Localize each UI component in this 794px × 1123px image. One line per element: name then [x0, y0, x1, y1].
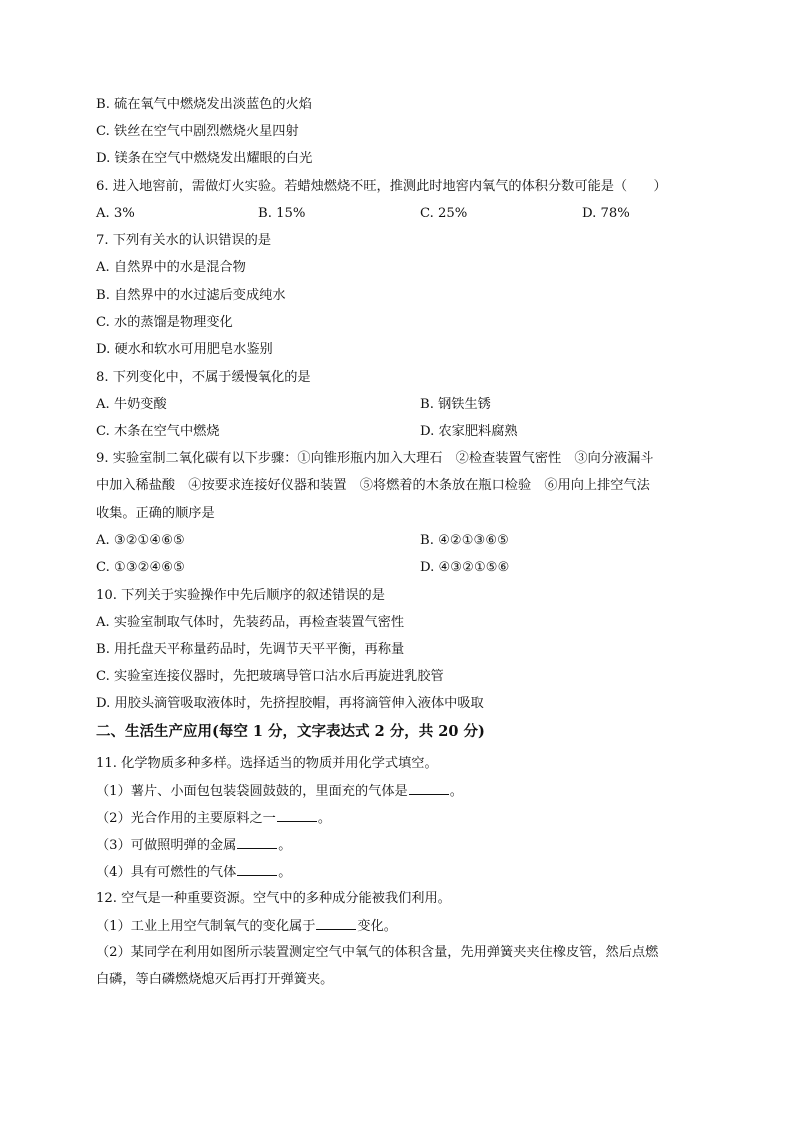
- q8-option-d: D. 农家肥料腐熟: [420, 424, 518, 439]
- q8-stem: 8. 下列变化中，不属于缓慢氧化的是: [96, 370, 311, 385]
- q6-option-b: B. 15%: [258, 206, 306, 221]
- q7-stem: 7. 下列有关水的认识错误的是: [96, 233, 272, 248]
- q10-option-a: A. 实验室制取气体时，先装药品，再检查装置气密性: [96, 615, 405, 630]
- q10-option-d: D. 用胶头滴管吸取液体时，先挤捏胶帽，再将滴管伸入液体中吸取: [96, 696, 484, 711]
- q11-sub1-text: （1）薯片、小面包包装袋圆鼓鼓的，里面充的气体是: [96, 784, 408, 799]
- q6-option-d: D. 78%: [582, 206, 630, 221]
- q10-option-c: C. 实验室连接仪器时，先把玻璃导管口沾水后再旋进乳胶管: [96, 669, 444, 684]
- q11-sub3-text: （3）可做照明弹的金属: [96, 838, 237, 853]
- q11-sub3-end: 。: [278, 838, 292, 853]
- q12-sub2-line1: （2）某同学在利用如图所示装置测定空气中氧气的体积含量，先用弹簧夹夹住橡皮管，然后点燃: [96, 945, 659, 960]
- q11-sub2-text: （2）光合作用的主要原料之一: [96, 811, 276, 826]
- q11-sub1: [96, 782, 463, 801]
- q9-stem-line1: 9. 实验室制二氧化碳有以下步骤：①向锥形瓶内加入大理石 ②检查装置气密性 ③向分液漏斗: [96, 451, 654, 466]
- answer-blank[interactable]: [277, 809, 317, 822]
- q8-option-b: B. 钢铁生锈: [420, 397, 491, 412]
- q10-stem: 10. 下列关于实验操作中先后顺序的叙述错误的是: [96, 588, 385, 603]
- q6-option-a: A. 3%: [96, 206, 135, 221]
- answer-blank[interactable]: [237, 863, 277, 876]
- q11-sub4-end: 。: [278, 865, 292, 880]
- q11-stem: 11. 化学物质多种多样。选择适当的物质并用化学式填空。: [96, 756, 438, 771]
- q11-sub3: [96, 836, 291, 855]
- section-heading: 二、生活生产应用(每空 1 分，文字表达式 2 分，共 20 分): [96, 723, 485, 740]
- q9-stem-line3: 收集。正确的顺序是: [96, 506, 215, 521]
- q5-option-c: C. 铁丝在空气中剧烈燃烧火星四射: [96, 124, 299, 139]
- q12-sub2-line2: 白磷，等白磷燃烧熄灭后再打开弹簧夹。: [96, 972, 334, 987]
- q9-stem-line2: 中加入稀盐酸 ④按要求连接好仪器和装置 ⑤将燃着的木条放在瓶口检验 ⑥用向上排空气法: [96, 478, 650, 493]
- q9-option-b: B. ④②①③⑥⑤: [420, 533, 510, 548]
- q8-option-a: A. 牛奶变酸: [96, 397, 167, 412]
- q6-stem: 6. 进入地窖前，需做灯火实验。若蜡烛燃烧不旺，推测此时地窖内氧气的体积分数可能是（ ）: [96, 179, 667, 194]
- q7-option-d: D. 硬水和软水可用肥皂水鉴别: [96, 342, 273, 357]
- q7-option-a: A. 自然界中的水是混合物: [96, 260, 246, 275]
- q11-sub4: [96, 863, 291, 882]
- q5-option-b: B. 硫在氧气中燃烧发出淡蓝色的火焰: [96, 97, 312, 112]
- q12-stem: 12. 空气是一种重要资源。空气中的多种成分能被我们利用。: [96, 891, 451, 906]
- q6-option-c: C. 25%: [420, 206, 468, 221]
- answer-blank[interactable]: [237, 836, 277, 849]
- answer-blank[interactable]: [409, 782, 449, 795]
- q7-option-b: B. 自然界中的水过滤后变成纯水: [96, 288, 286, 303]
- q11-sub4-text: （4）具有可燃性的气体: [96, 865, 237, 880]
- q11-sub1-end: 。: [449, 784, 463, 799]
- q9-option-a: A. ③②①④⑥⑤: [96, 533, 185, 548]
- q8-option-c: C. 木条在空气中燃烧: [96, 424, 220, 439]
- q11-sub2-end: 。: [317, 811, 332, 826]
- answer-blank[interactable]: [316, 917, 356, 930]
- q5-option-d: D. 镁条在空气中燃烧发出耀眼的白光: [96, 151, 313, 166]
- q11-sub2: [96, 809, 331, 828]
- q9-option-d: D. ④③②①⑤⑥: [420, 560, 510, 575]
- q12-sub1: [96, 917, 397, 936]
- q9-option-c: C. ①③②④⑥⑤: [96, 560, 185, 575]
- q12-sub1-end: 变化。: [357, 919, 397, 934]
- q10-option-b: B. 用托盘天平称量药品时，先调节天平平衡，再称量: [96, 642, 405, 657]
- q12-sub1-text: （1）工业上用空气制氧气的变化属于: [96, 919, 316, 934]
- q7-option-c: C. 水的蒸馏是物理变化: [96, 315, 233, 330]
